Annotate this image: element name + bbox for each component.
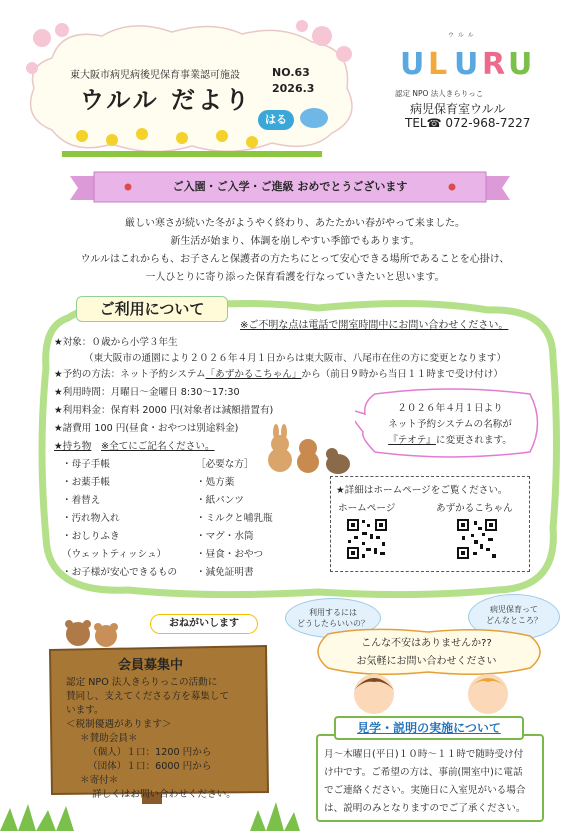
newsletter-title: ウルル だより — [80, 86, 253, 114]
animals-illustration — [262, 424, 352, 476]
tour-line: でご連絡ください。実施日に入室児がいる場合 — [324, 785, 526, 796]
svg-text:L: L — [428, 47, 448, 82]
usage-hours: ★利用時間：月曜日～金曜日 8:30～17:30 — [54, 387, 240, 398]
thought-bubble-left: 利用するには どうしたらいいの？ — [285, 598, 381, 638]
members-line: ＊寄付＊ — [80, 775, 119, 786]
item-right: ・減免証明書 — [196, 567, 254, 578]
greeting-line-3: ウルルはこれからも、お子さんと保護者の方たちにとって安心できる場所であることを心掛け、 — [80, 254, 510, 265]
svg-text:U: U — [454, 47, 479, 82]
item-right: ・処方薬 — [196, 477, 235, 488]
logo-kana: ウルル — [448, 32, 478, 39]
greeting-line-2: 新生活が始まり、体調を崩しやすい季節でもあります。 — [170, 236, 420, 247]
question-line-1: こんな不安はありませんか?? — [361, 638, 492, 649]
tour-line: け中です。ご希望の方は、事前(開室中)に電話 — [324, 767, 523, 778]
logo-telephone: TEL☎ 072-968-7227 — [405, 116, 531, 130]
svg-text:U: U — [400, 47, 425, 82]
please-badge: おねがいします — [150, 614, 258, 634]
usage-target: ★対象：０歳から小学３年生 — [54, 337, 178, 348]
greeting-line-1: 厳しい寒さが続いた冬がようやく終わり、あたたかい春がやって来ました。 — [125, 218, 465, 229]
svg-text:R: R — [482, 47, 506, 82]
members-line: （個人）１口：1200 円から — [88, 747, 212, 758]
logo-facility-name: 病児保育室ウルル — [410, 102, 506, 116]
tour-line: は、説明のみとなりますのでご了承ください。 — [324, 803, 526, 814]
qr-header: ★詳細はホームページをご覧ください。 — [336, 485, 508, 496]
congratulations-text: ご入園・ご入学・ご進級 おめでとうございます — [172, 180, 408, 193]
item-left: ・着替え — [62, 495, 101, 506]
homepage-qr-code[interactable] — [346, 518, 388, 560]
usage-fee: ★利用料金：保育料 2000 円(対象者は減額措置有) — [54, 405, 274, 416]
item-right: ・紙パンツ — [196, 495, 244, 506]
issue-number: NO.63 — [272, 66, 310, 79]
item-right: ・マグ・水筒 — [196, 531, 254, 542]
item-left: （ウェットティッシュ） — [62, 549, 167, 560]
item-right: ・昼食・おやつ — [196, 549, 264, 560]
callout-line-3: 『テオテ』に変更されます。 — [388, 435, 512, 446]
usage-misc-fee: ★諸費用 100 円(昼食・おやつは別途料金) — [54, 423, 239, 434]
usage-contact-note: ※ご不明な点は電話で開室時間中にお問い合わせください。 — [240, 320, 509, 331]
azukaru-qr-code[interactable] — [456, 518, 498, 560]
grass-illustration — [0, 790, 300, 831]
callout-line-1: ２０２６年４月１日より — [397, 403, 503, 414]
members-line: ＊賛助会員＊ — [80, 733, 138, 744]
tour-title: 見学・説明の実施について — [334, 716, 524, 740]
issue-date: 2026.3 — [272, 82, 315, 95]
bears-illustration — [60, 618, 130, 648]
members-line: （団体）１口：6000 円から — [88, 761, 212, 772]
usage-items-heading: ★持ち物 ※全てにご記名ください。 — [54, 441, 215, 452]
members-line: ＜税制優遇があります＞ — [66, 719, 172, 730]
callout-line-2: ネット予約システムの名称が — [388, 419, 512, 430]
children-illustration — [328, 668, 538, 716]
qr-homepage-label: ホームページ — [338, 503, 396, 514]
usage-reservation: ★予約の方法：ネット予約システム「あずかるこちゃん」から（前日９時から当日１１時まで受け付け） — [54, 369, 503, 380]
logo-organization: 認定 NPO 法人きらりっこ — [395, 89, 484, 98]
members-line: います。 — [66, 705, 104, 716]
item-right: ・ミルクと哺乳瓶 — [196, 513, 273, 524]
members-line: 賛同し、支えてくださる方を募集して — [66, 691, 230, 702]
item-left: ・おしりふき — [62, 531, 120, 542]
usage-section-title: ご利用について — [76, 296, 228, 322]
members-line: 認定 NPO 法人きらりっこの活動に — [66, 677, 218, 688]
season-badge: はる — [258, 110, 294, 130]
item-left: ・お薬手帳 — [62, 477, 110, 488]
item-left: ・お子様が安心できるもの — [62, 567, 178, 578]
tour-line: 月～木曜日(平日)１０時～１１時で随時受け付 — [324, 749, 524, 760]
question-line-2: お気軽にお問い合わせください — [356, 656, 497, 667]
members-title: 会員募集中 — [118, 658, 184, 673]
thought-bubble-right: 病児保育って どんなところ？ — [468, 594, 560, 640]
item-left: ・汚れ物入れ — [62, 513, 120, 524]
header-organization: 東大阪市病児病後児保育事業認可施設 — [70, 70, 240, 81]
item-left: ・母子手帳 — [62, 459, 110, 470]
svg-text:U: U — [508, 47, 533, 82]
qr-azukaru-label: あずかるこちゃん — [436, 503, 513, 514]
usage-target-note: （東大阪市の通園により２０２６年４月１日からは東大阪市、八尾市在住の方に変更となります） — [84, 353, 507, 364]
members-line: 詳しくはお問い合わせください。 — [92, 789, 236, 800]
item-right: ［必要な方］ — [196, 459, 254, 470]
greeting-line-4: 一人ひとりに寄り添った保育看護を行なっていきたいと思います。 — [145, 272, 445, 283]
